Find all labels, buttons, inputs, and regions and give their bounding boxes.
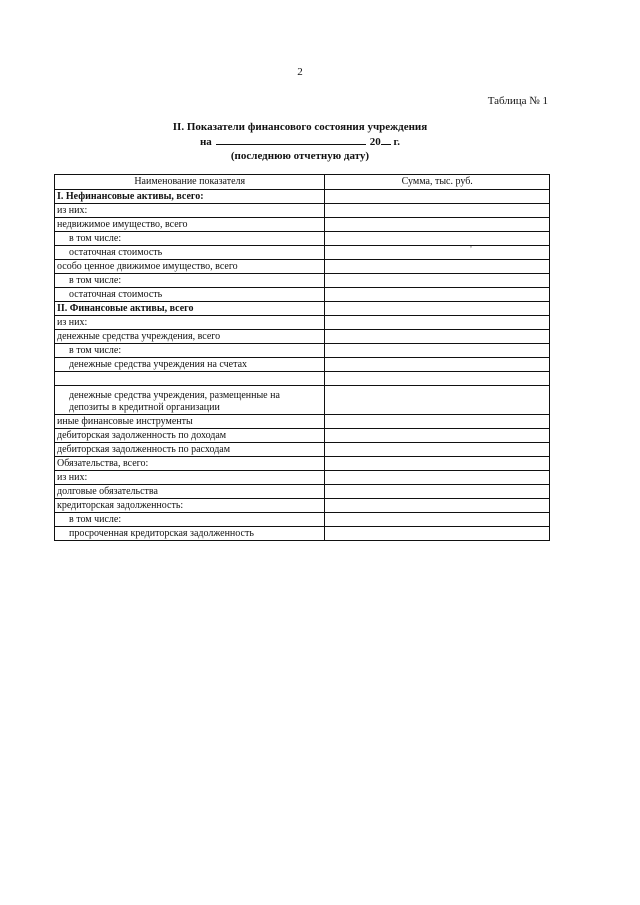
stray-mark: , [470, 240, 472, 249]
amount-cell[interactable] [325, 316, 550, 330]
table-row [55, 330, 550, 344]
indicator-name-cell: Обязательства, всего: [55, 457, 325, 471]
title-line-1: II. Показатели финансового состояния учреждения [172, 121, 428, 133]
amount-cell[interactable] [325, 344, 550, 358]
indicator-name-cell: просроченная кредиторская задолженность [55, 527, 325, 541]
indicator-name-cell: из них: [55, 471, 325, 485]
page-number: 2 [297, 66, 303, 78]
indicator-name-cell: остаточная стоимость [55, 288, 325, 302]
table-row [55, 429, 550, 443]
amount-cell[interactable] [325, 274, 550, 288]
financial-indicators-table [54, 174, 550, 541]
table-header-row [55, 175, 550, 190]
indicator-name-cell: дебиторская задолженность по доходам [55, 429, 325, 443]
amount-cell[interactable] [325, 513, 550, 527]
table-row [55, 246, 550, 260]
table-row [55, 344, 550, 358]
column-header-name: Наименование показателя [55, 175, 325, 190]
amount-cell[interactable] [325, 204, 550, 218]
indicator-name-cell: в том числе: [55, 344, 325, 358]
indicator-name-cell: в том числе: [55, 513, 325, 527]
title-line-3: (последнюю отчетную дату) [230, 150, 370, 162]
indicator-name-cell: I. Нефинансовые активы, всего: [55, 190, 325, 204]
indicator-name-cell: денежные средства учреждения, всего [55, 330, 325, 344]
table-row [55, 232, 550, 246]
table-row [55, 485, 550, 499]
indicator-name-cell: II. Финансовые активы, всего [55, 302, 325, 316]
amount-cell[interactable] [325, 443, 550, 457]
table-row [55, 443, 550, 457]
amount-cell[interactable] [325, 499, 550, 513]
table-row [55, 316, 550, 330]
amount-cell[interactable] [325, 218, 550, 232]
date-prefix: на [199, 136, 212, 148]
amount-cell[interactable] [325, 358, 550, 372]
amount-cell[interactable] [325, 457, 550, 471]
amount-cell[interactable] [325, 415, 550, 429]
table-row [55, 513, 550, 527]
amount-cell[interactable] [325, 386, 550, 415]
table-row [55, 302, 550, 316]
indicator-name-cell: из них: [55, 204, 325, 218]
table-body [55, 190, 550, 541]
indicator-name-cell: в том числе: [55, 232, 325, 246]
table-row [55, 274, 550, 288]
table-row [55, 527, 550, 541]
indicator-name-cell: из них: [55, 316, 325, 330]
table-row [55, 204, 550, 218]
title-block [100, 120, 500, 163]
amount-cell[interactable] [325, 190, 550, 204]
amount-cell[interactable] [325, 471, 550, 485]
amount-cell[interactable] [325, 429, 550, 443]
amount-cell[interactable] [325, 485, 550, 499]
amount-cell[interactable] [325, 288, 550, 302]
table-row [55, 386, 550, 415]
amount-cell[interactable] [325, 527, 550, 541]
table-row [55, 499, 550, 513]
indicator-name-cell: денежные средства учреждения на счетах [55, 358, 325, 372]
column-header-amount: Сумма, тыс. руб. [325, 175, 550, 190]
table-row [55, 288, 550, 302]
amount-cell[interactable] [325, 302, 550, 316]
indicator-name-cell: дебиторская задолженность по расходам [55, 443, 325, 457]
indicator-name-cell: в том числе: [55, 274, 325, 288]
table-row [55, 190, 550, 204]
table-row [55, 471, 550, 485]
table-row [55, 218, 550, 232]
table-row [55, 372, 550, 386]
indicator-name-cell: денежные средства учреждения, размещенные на депозиты в кредитной организации [55, 386, 325, 415]
table-row [55, 457, 550, 471]
date-suffix: г. [393, 136, 401, 148]
title-line-2 [100, 134, 500, 149]
year-blank[interactable] [381, 134, 391, 145]
indicator-name-cell: недвижимое имущество, всего [55, 218, 325, 232]
amount-cell[interactable] [325, 330, 550, 344]
indicator-name-cell: долговые обязательства [55, 485, 325, 499]
table-row [55, 358, 550, 372]
date-year: 20 [369, 136, 381, 148]
indicator-name-cell: кредиторская задолженность: [55, 499, 325, 513]
date-blank[interactable] [216, 134, 366, 145]
amount-cell[interactable] [325, 246, 550, 260]
indicator-name-cell: остаточная стоимость [55, 246, 325, 260]
amount-cell[interactable] [325, 260, 550, 274]
amount-cell[interactable] [325, 372, 550, 386]
indicator-name-cell: иные финансовые инструменты [55, 415, 325, 429]
indicator-name-cell [55, 372, 325, 386]
amount-cell[interactable] [325, 232, 550, 246]
indicator-name-cell: особо ценное движимое имущество, всего [55, 260, 325, 274]
table-label: Таблица № 1 [487, 95, 548, 107]
table-row [55, 415, 550, 429]
table-row [55, 260, 550, 274]
